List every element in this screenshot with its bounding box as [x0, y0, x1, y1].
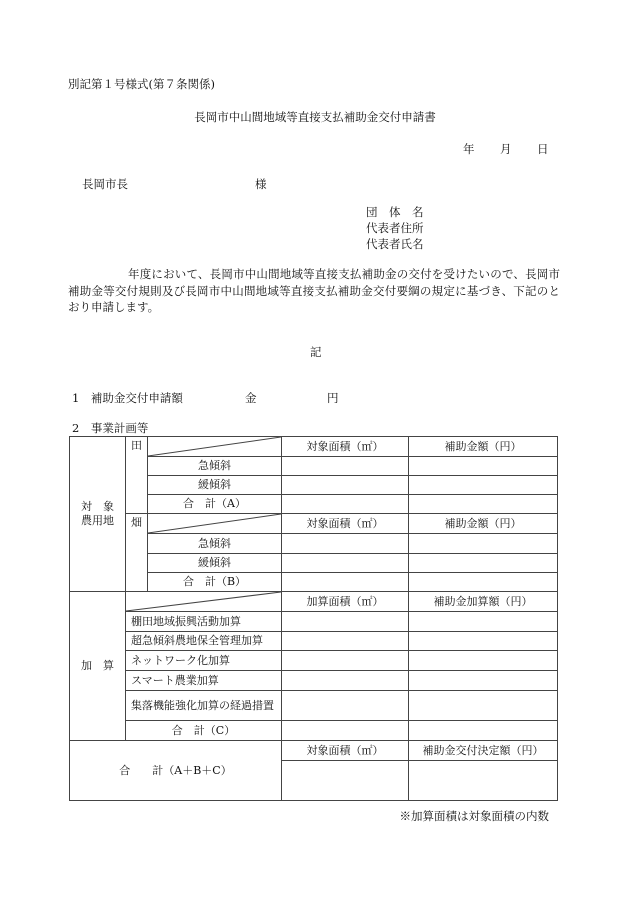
area-header: 対象面積（㎡） [281, 513, 409, 534]
diagonal-cell [147, 436, 282, 457]
item1-label: 1 補助金交付申請額 [72, 391, 183, 405]
item1-kin: 金 [245, 391, 257, 405]
total-b-area[interactable] [281, 572, 409, 592]
add-item-amount[interactable] [408, 690, 558, 721]
add-item-label: 超急傾斜農地保全管理加算 [125, 631, 282, 651]
area-header: 対象面積（㎡） [281, 436, 409, 457]
group-name-label: 団 体 名 [366, 205, 424, 219]
final-amount[interactable] [408, 760, 558, 801]
add-item-amount[interactable] [408, 650, 558, 671]
diagonal-cell [125, 591, 282, 612]
field-steep-area[interactable] [281, 533, 409, 554]
add-item-area[interactable] [281, 690, 409, 721]
addressee: 長岡市長 [82, 177, 128, 191]
rep-address-label: 代表者住所 [366, 221, 424, 235]
honorific: 様 [255, 177, 267, 191]
amount-header: 補助金額（円） [408, 436, 558, 457]
total-a-label: 合 計（A） [147, 494, 282, 514]
add-item-area[interactable] [281, 670, 409, 691]
rep-name-label: 代表者氏名 [366, 237, 424, 251]
target-land-label: 対 象 農用地 [69, 436, 126, 592]
diagonal-cell [147, 513, 282, 534]
ki-heading: 記 [310, 345, 322, 359]
paddy-steep-area[interactable] [281, 456, 409, 476]
add-item-amount[interactable] [408, 611, 558, 632]
item1-yen: 円 [327, 391, 339, 405]
final-area[interactable] [281, 760, 409, 801]
item2-label: 2 事業計画等 [72, 421, 149, 435]
field-gentle-amount[interactable] [408, 553, 558, 573]
add-item-label: 棚田地域振興活動加算 [125, 611, 282, 632]
date-year: 年 [463, 142, 475, 156]
amount-header: 補助金額（円） [408, 513, 558, 534]
add-area-header: 加算面積（㎡） [281, 591, 409, 612]
paddy-gentle-area[interactable] [281, 475, 409, 495]
total-c-amount[interactable] [408, 720, 558, 741]
total-c-area[interactable] [281, 720, 409, 741]
form-number: 別記第１号様式(第７条関係) [68, 77, 215, 91]
add-item-amount[interactable] [408, 631, 558, 651]
add-item-amount[interactable] [408, 670, 558, 691]
add-amount-header: 補助金加算額（円） [408, 591, 558, 612]
total-a-area[interactable] [281, 494, 409, 514]
field-steep-label: 急傾斜 [147, 533, 282, 554]
paddy-gentle-amount[interactable] [408, 475, 558, 495]
add-item-area[interactable] [281, 631, 409, 651]
total-c-label: 合 計（C） [125, 720, 282, 741]
add-item-label: 集落機能強化加算の経過措置 [125, 690, 282, 721]
body-text: 年度において、長岡市中山間地域等直接支払補助金の交付を受けたいので、長岡市補助金等交付規則及び長岡市中山間地域等直接支払補助金交付要綱の規定に基づき、下記のとおり申請します。 [68, 267, 560, 314]
final-amount-header: 補助金交付決定額（円） [408, 740, 558, 761]
form-title: 長岡市中山間地域等直接支払補助金交付申請書 [194, 110, 436, 124]
field-steep-amount[interactable] [408, 533, 558, 554]
add-item-area[interactable] [281, 611, 409, 632]
add-item-label: スマート農業加算 [125, 670, 282, 691]
field-label: 畑 [125, 513, 148, 592]
paddy-label: 田 [125, 436, 148, 514]
field-gentle-area[interactable] [281, 553, 409, 573]
note: ※加算面積は対象面積の内数 [399, 809, 549, 823]
date-day: 日 [537, 142, 549, 156]
field-gentle-label: 緩傾斜 [147, 553, 282, 573]
grand-total-label: 合 計（A＋B＋C） [69, 740, 282, 801]
total-a-amount[interactable] [408, 494, 558, 514]
total-b-label: 合 計（B） [147, 572, 282, 592]
date-month: 月 [500, 142, 512, 156]
add-item-area[interactable] [281, 650, 409, 671]
final-area-header: 対象面積（㎡） [281, 740, 409, 761]
paddy-steep-label: 急傾斜 [147, 456, 282, 476]
paddy-gentle-label: 緩傾斜 [147, 475, 282, 495]
addition-label: 加 算 [69, 591, 126, 741]
add-item-label: ネットワーク化加算 [125, 650, 282, 671]
total-b-amount[interactable] [408, 572, 558, 592]
paddy-steep-amount[interactable] [408, 456, 558, 476]
